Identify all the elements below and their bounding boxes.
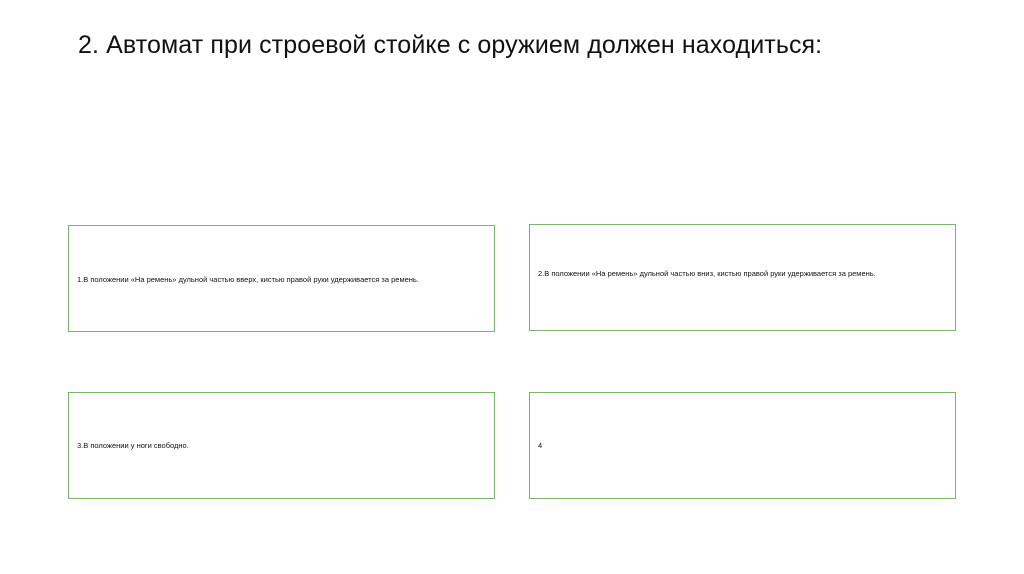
answer-option-1[interactable] bbox=[68, 225, 495, 332]
answer-option-1-text: 1.В положении «На ремень» дульной частью вверх, кистью правой руки удерживается за ремень. bbox=[77, 274, 419, 284]
answer-option-2[interactable] bbox=[529, 224, 956, 331]
question-title: 2. Автомат при строевой стойке с оружием должен находиться: bbox=[78, 31, 823, 59]
answer-option-3[interactable] bbox=[68, 392, 495, 499]
answer-option-2-text: 2.В положении «На ремень» дульной частью вниз, кистью правой руки удерживается за ремень. bbox=[538, 268, 876, 278]
answer-option-3-text: 3.В положении у ноги свободно. bbox=[77, 440, 189, 450]
answer-option-4-text: 4 bbox=[538, 440, 543, 450]
answer-option-4[interactable] bbox=[529, 392, 956, 499]
